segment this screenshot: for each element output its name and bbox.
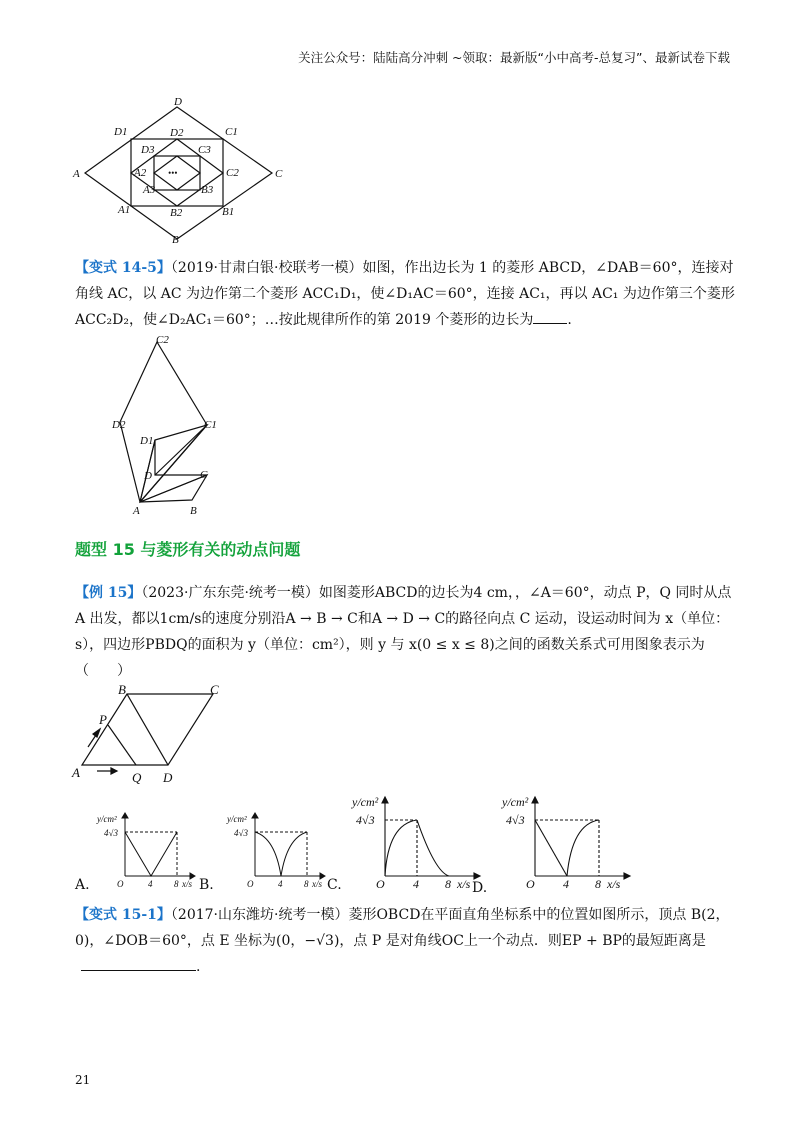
answer-blank[interactable] — [533, 309, 567, 324]
variant-15-1-tag: 【变式 15-1】 — [75, 907, 171, 923]
rhombus-pq-figure — [70, 685, 240, 785]
label-A3: A3 — [143, 184, 156, 196]
svg-text:4: 4 — [148, 879, 153, 889]
section-title-15: 题型 15 与菱形有关的动点问题 — [75, 540, 301, 559]
svg-text:8: 8 — [174, 879, 179, 889]
svg-text:x/s: x/s — [182, 879, 192, 889]
svg-text:y/cm²: y/cm² — [352, 795, 379, 809]
option-a-graph[interactable] — [95, 808, 205, 893]
svg-text:x/s: x/s — [312, 879, 322, 889]
label-C3: C3 — [198, 144, 211, 156]
svg-text:x/s: x/s — [607, 877, 621, 891]
svg-text:y/cm²: y/cm² — [502, 795, 529, 809]
option-d2-graph[interactable] — [500, 792, 640, 892]
variant-14-5-source: （2019·甘肃白银·校联考一模） — [170, 260, 363, 276]
svg-text:4: 4 — [413, 877, 419, 891]
svg-text:O: O — [117, 879, 124, 889]
svg-text:8: 8 — [304, 879, 309, 889]
label2-C2: C2 — [156, 334, 169, 346]
variant-14-5-text: 如图，作出边长为 1 的菱形 ABCD，∠DAB＝60°，连接对角线 AC，以 AC 为边作第二个菱形 ACC₁D₁，使∠D₁AC＝60°，连接 AC₁，再以 AC₁ 为边作第三个菱形 ACC₂D₂，使∠D₂AC₁＝60°；…按此规律所作的第 2019 个菱形的边长为 — [75, 260, 735, 328]
page-number: 21 — [75, 1073, 91, 1087]
option-d-label[interactable]: D. — [472, 880, 488, 896]
svg-text:O: O — [247, 879, 254, 889]
option-d-graph[interactable] — [350, 792, 490, 892]
variant-15-1-text: 菱形OBCD在平面直角坐标系中的位置如图所示，顶点 B(2，0)，∠DOB＝60°，点 E 坐标为(0，−√3)，点 P 是对角线OC上一个动点．则EP + BP的最短距离是 — [75, 907, 730, 949]
svg-text:4√3: 4√3 — [104, 828, 118, 838]
label2-C: C — [200, 469, 208, 481]
label3-D: D — [163, 770, 173, 785]
svg-text:4√3: 4√3 — [234, 828, 248, 838]
label-B1: B1 — [222, 206, 235, 218]
label-D1: D1 — [114, 126, 128, 138]
option-b-graph[interactable] — [225, 808, 335, 893]
label-dots: ••• — [168, 168, 178, 178]
label-A1: A1 — [118, 204, 131, 216]
svg-text:4: 4 — [278, 879, 283, 889]
label2-D: D — [144, 470, 152, 482]
svg-text:4√3: 4√3 — [506, 813, 525, 827]
option-b-label[interactable]: B. — [199, 877, 214, 893]
label-B3: B3 — [201, 184, 214, 196]
svg-text:8: 8 — [595, 877, 601, 891]
label3-P: P — [99, 712, 107, 727]
page-header: 关注公众号：陆陆高分冲刺 ~领取：最新版“小中高考-总复习”、最新试卷下载 — [298, 50, 730, 65]
example-15-source: （2023·广东东莞·统考一模） — [141, 585, 319, 601]
label-D2: D2 — [170, 127, 184, 139]
label-C1: C1 — [225, 126, 238, 138]
svg-text:O: O — [526, 877, 535, 891]
label-D: D — [174, 96, 182, 108]
label2-A: A — [133, 505, 140, 517]
svg-text:8: 8 — [445, 877, 451, 891]
answer-blank-15-1[interactable] — [81, 956, 196, 971]
label-C2: C2 — [226, 167, 239, 179]
label3-B: B — [118, 685, 126, 697]
option-c-label[interactable]: C. — [327, 877, 342, 893]
svg-text:y/cm²: y/cm² — [227, 814, 247, 824]
label3-C: C — [210, 685, 219, 697]
option-a-label[interactable]: A. — [75, 877, 90, 893]
svg-text:x/s: x/s — [457, 877, 471, 891]
label2-C1: C1 — [204, 419, 217, 431]
label-A: A — [73, 168, 80, 180]
label3-Q: Q — [132, 770, 142, 785]
variant-14-5: 【变式 14-5】（2019·甘肃白银·校联考一模）如图，作出边长为 1 的菱形 ABCD，∠DAB＝60°，连接对角线 AC，以 AC 为边作第二个菱形 ACC₁D₁，使∠D₁AC＝60°，连接 AC₁，再以 AC₁ 为边作第三个菱形 ACC₂D₂，使∠D₂AC₁＝60°；…按此规律所作的第 2019 个菱形的边长为 . — [75, 260, 735, 328]
label-B2: B2 — [170, 207, 183, 219]
answer-paren[interactable]: （ ） — [75, 663, 131, 679]
label-A2: A2 — [134, 167, 147, 179]
example-15 — [75, 580, 735, 684]
example-15-text: 如图菱形ABCD的边长为4 cm，，∠A＝60°，动点 P，Q 同时从点 A 出发，都以1cm/s的速度分别沿A → B → C和A → D → C的路径向点 C 运动，设运动时间为 x（单位：s），四边形PBDQ的面积为 y（单位：cm²），则 y 与 x(0 ≤ x ≤ 8)之间的函数关系式可用图象表示为 — [75, 585, 732, 653]
label2-D2: D2 — [112, 419, 126, 431]
label2-B: B — [190, 505, 197, 517]
label2-D1: D1 — [140, 435, 154, 447]
svg-text:O: O — [376, 877, 385, 891]
svg-text:y/cm²: y/cm² — [97, 814, 117, 824]
variant-15-1: 【变式 15-1】（2017·山东潍坊·统考一模）菱形OBCD在平面直角坐标系中的位置如图所示，顶点 B(2，0)，∠DOB＝60°，点 E 坐标为(0，−√3)，点 P 是对角线OC上一个动点．则EP + BP的最短距离是. — [75, 907, 730, 975]
label-D3: D3 — [141, 144, 155, 156]
example-15-tag: 【例 15】 — [75, 585, 142, 601]
variant-14-5-tag: 【变式 14-5】 — [75, 260, 171, 276]
variant-15-1-source: （2017·山东潍坊·统考一模） — [170, 907, 349, 923]
svg-text:4: 4 — [563, 877, 569, 891]
label-C: C — [275, 168, 283, 180]
rhombus-chain-figure — [100, 330, 240, 520]
label-B: B — [172, 234, 179, 245]
svg-text:4√3: 4√3 — [356, 813, 375, 827]
nested-rhombus-figure — [70, 95, 290, 245]
label3-A: A — [72, 765, 80, 780]
